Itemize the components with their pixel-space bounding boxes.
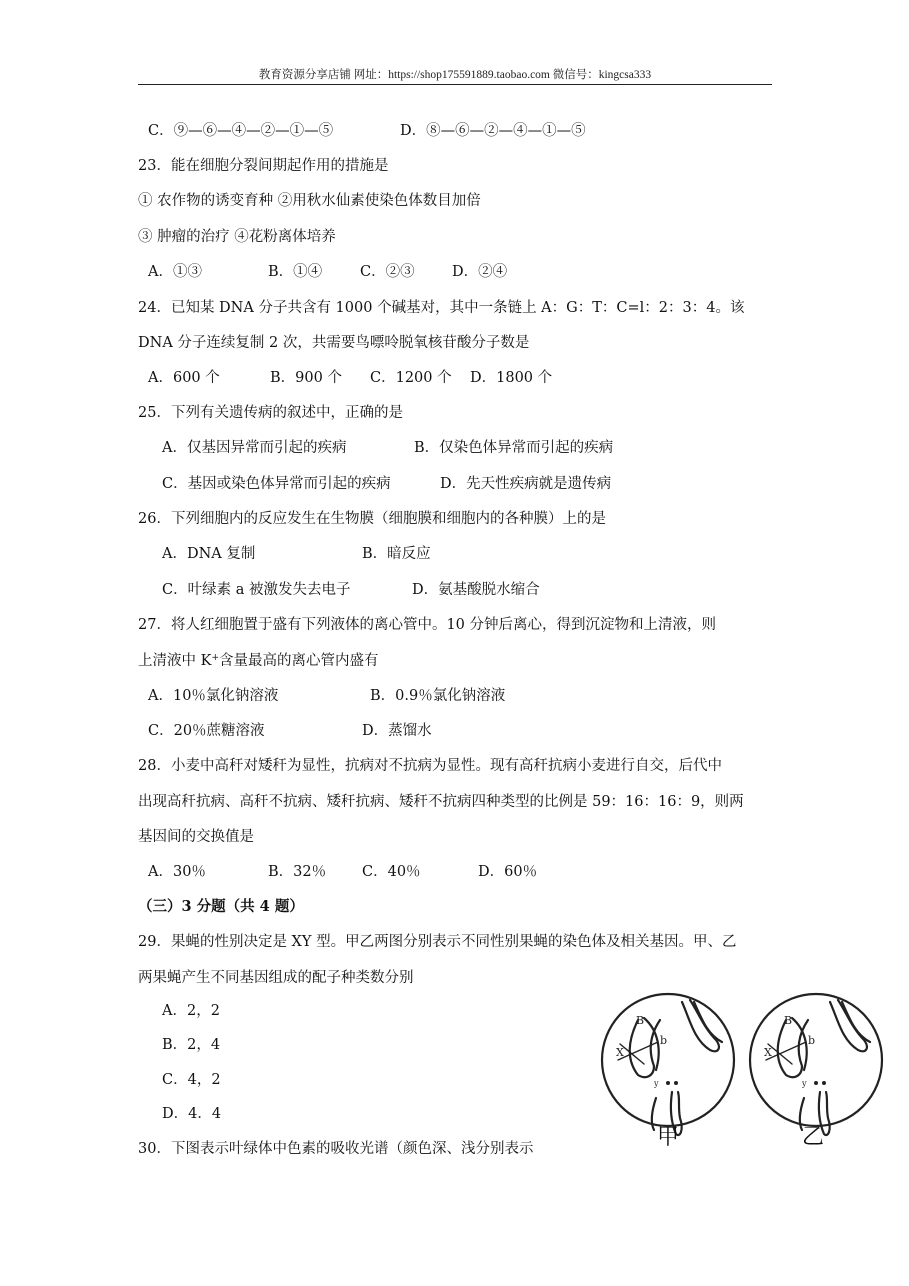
q25-option-c: C．基因或染色体异常而引起的疾病	[162, 476, 391, 492]
q24-option-d: D．1800 个	[470, 370, 553, 386]
q27-stem-line1: 27．将人红细胞置于盛有下列液体的离心管中。10 分钟后离心，得到沉淀物和上清液，则	[138, 617, 717, 633]
q25-option-a: A．仅基因异常而引起的疾病	[162, 440, 347, 456]
cell-yi-gene-y: y	[802, 1079, 807, 1088]
q25-stem: 25．下列有关遗传病的叙述中，正确的是	[138, 405, 403, 421]
cell-jia-dot-1	[666, 1081, 670, 1085]
q30-stem: 30．下图表示叶绿体中色素的吸收光谱（颜色深、浅分别表示	[138, 1141, 534, 1157]
q26-option-d: D．氨基酸脱水缩合	[412, 582, 540, 598]
cell-yi-outline	[750, 994, 882, 1126]
cell-jia-gene-y: y	[654, 1079, 659, 1088]
cell-yi-dot-2	[822, 1081, 826, 1085]
q25-option-d: D．先天性疾病就是遗传病	[440, 476, 612, 492]
q29-option-d: D．4．4	[162, 1106, 222, 1122]
q28-stem-line2: 出现高秆抗病、高秆不抗病、矮秆抗病、矮秆不抗病四种类型的比例是 59：16：16：9，则两	[138, 794, 744, 810]
q26-stem: 26．下列细胞内的反应发生在生物膜（细胞膜和细胞内的各种膜）上的是	[138, 511, 606, 527]
cell-yi-gene-X: X	[764, 1046, 772, 1059]
q29-option-a: A．2，2	[162, 1003, 220, 1019]
q24-option-a: A．600 个	[148, 370, 220, 386]
q24-option-c: C．1200 个	[370, 370, 452, 386]
cell-yi-dot-1	[814, 1081, 818, 1085]
cell-jia-chromosome-3	[682, 1000, 719, 1051]
cell-yi-gene-b: b	[808, 1034, 816, 1047]
figure-label-jia: 甲	[657, 1125, 680, 1150]
q26-option-a: A．DNA 复制	[162, 546, 256, 562]
q23-stem: 23．能在细胞分裂间期起作用的措施是	[138, 158, 389, 174]
q24-stem-line2: DNA 分子连续复制 2 次，共需要鸟嘌呤脱氧核苷酸分子数是	[138, 335, 530, 351]
q29-stem-line1: 29．果蝇的性别决定是 XY 型。甲乙两图分别表示不同性别果蝇的染色体及相关基因。甲、乙	[138, 934, 737, 950]
q29-stem-line2: 两果蝇产生不同基因组成的配子种类数分别	[138, 970, 414, 986]
cell-jia-gene-b: b	[660, 1034, 668, 1047]
figure-label-yi: 乙	[802, 1125, 825, 1150]
q28-option-b: B．32％	[268, 864, 327, 880]
q28-option-c: C．40％	[362, 864, 421, 880]
q27-option-d: D．蒸馏水	[362, 723, 432, 739]
q28-option-a: A．30％	[148, 864, 206, 880]
page-header: 教育资源分享店铺 网址：https://shop175591889.taobao.com 微信号：kingcsa333	[258, 69, 652, 81]
q29-option-c: C．4，2	[162, 1072, 221, 1088]
header-divider	[138, 84, 772, 85]
q26-option-b: B．暗反应	[362, 546, 431, 562]
cell-yi-chromosome-3	[830, 1000, 867, 1051]
q27-option-b: B．0.9％氯化钠溶液	[370, 688, 506, 704]
q28-stem-line3: 基因间的交换值是	[138, 829, 254, 845]
q24-option-b: B．900 个	[270, 370, 342, 386]
q27-option-c: C．20％蔗糖溶液	[148, 723, 265, 739]
q22-option-c: C．⑨—⑥—④—②—①—⑤	[148, 123, 334, 139]
q29-option-b: B．2，4	[162, 1037, 221, 1053]
q26-option-c: C．叶绿素 a 被激发失去电子	[162, 582, 351, 598]
chromosome-figure	[598, 980, 888, 1154]
cell-yi-gene-B: B	[784, 1014, 793, 1027]
section-3-title: （三）3 分题（共 4 题）	[138, 898, 304, 915]
q25-option-b: B．仅染色体异常而引起的疾病	[414, 440, 614, 456]
q28-option-d: D．60％	[478, 864, 538, 880]
cell-jia-dot-2	[674, 1081, 678, 1085]
q27-stem-line2: 上清液中 K+含量最高的离心管内盛有	[138, 653, 379, 669]
chromosome-diagram-svg	[598, 980, 888, 1150]
q24-stem-line1: 24．已知某 DNA 分子共含有 1000 个碱基对，其中一条链上 A：G：T：C=l：2：3：4。该	[138, 300, 745, 316]
q23-option-b: B．①④	[268, 264, 323, 280]
cell-jia-outline	[602, 994, 734, 1126]
q28-stem-line1: 28．小麦中高秆对矮秆为显性，抗病对不抗病为显性。现有高秆抗病小麦进行自交，后代中	[138, 758, 722, 774]
cell-jia-gene-B: B	[636, 1014, 645, 1027]
q23-items-line2: ③ 肿瘤的治疗 ④花粉离体培养	[138, 229, 336, 245]
q23-option-c: C．②③	[360, 264, 415, 280]
q22-option-d: D．⑧—⑥—②—④—①—⑤	[400, 123, 586, 139]
q27-option-a: A．10％氯化钠溶液	[148, 688, 279, 704]
q23-option-a: A．①③	[148, 264, 202, 280]
q23-option-d: D．②④	[452, 264, 508, 280]
cell-jia-gene-X: X	[616, 1046, 624, 1059]
q23-items-line1: ① 农作物的诱变育种 ②用秋水仙素使染色体数目加倍	[138, 193, 481, 209]
